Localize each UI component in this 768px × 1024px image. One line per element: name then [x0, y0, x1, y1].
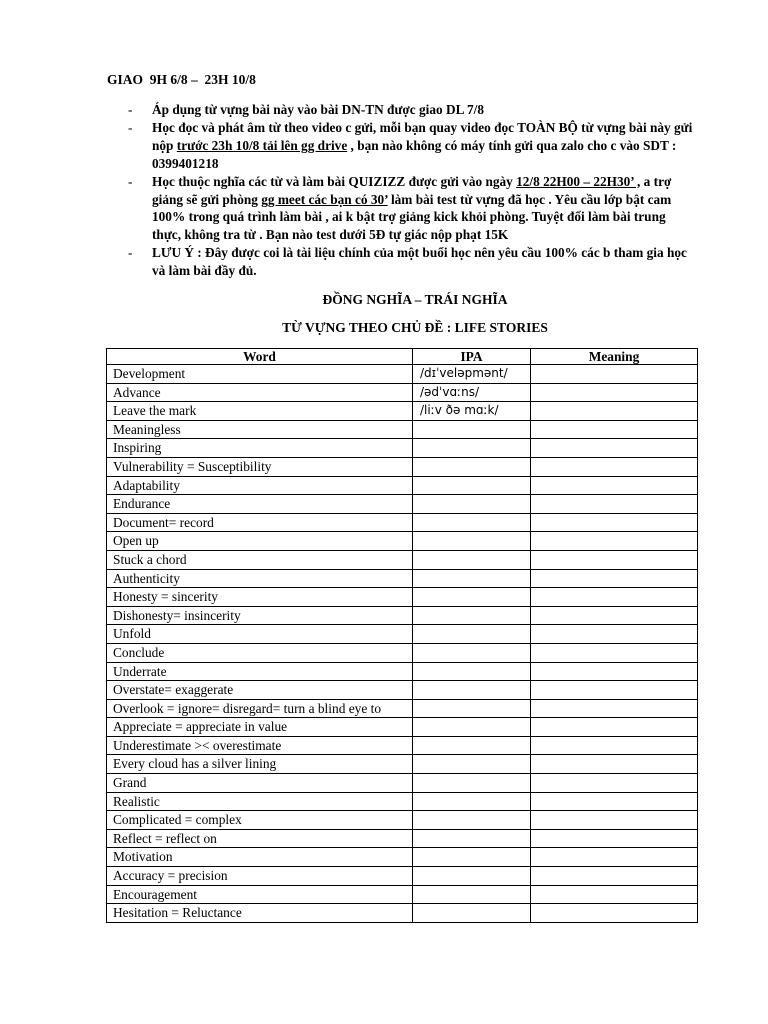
ipa-cell	[413, 699, 531, 718]
table-row	[107, 848, 698, 867]
ipa-cell	[413, 811, 531, 830]
ipa-cell	[413, 792, 531, 811]
ipa-cell	[413, 420, 531, 439]
meaning-cell	[531, 365, 698, 384]
word-cell: Reflect = reflect on	[107, 829, 413, 848]
instruction-text: làm bài test từ vựng đã học . Yêu cầu lớp bật cam 100% trong quá trình làm bài , ai k bật trợ giảng kick khỏi phòng. Tuyệt đối làm bài trung thực, không tra từ . Bạn nào test dưới 5Đ tự giác nộp phạt 15K	[152, 191, 672, 243]
column-header-ipa: IPA	[413, 349, 531, 365]
table-row	[107, 885, 698, 904]
word-cell: Leave the mark	[107, 402, 413, 421]
table-row	[107, 829, 698, 848]
table-row	[107, 365, 698, 384]
instruction-text: a trợ giảng sẽ gửi phòng	[152, 173, 672, 207]
word-cell: Underrate	[107, 662, 413, 681]
ipa-cell	[413, 569, 531, 588]
word-cell: Complicated = complex	[107, 811, 413, 830]
table-row	[107, 476, 698, 495]
ipa-cell: /ədˈvɑːns/	[413, 383, 531, 402]
ipa-cell	[413, 774, 531, 793]
table-row	[107, 569, 698, 588]
instruction-text: Học đọc và phát âm từ theo video c gửi, mỗi bạn quay video đọc TOÀN BỘ từ vựng bài này gửi nộp	[152, 119, 693, 153]
ipa-cell	[413, 662, 531, 681]
table-row	[107, 457, 698, 476]
table-row	[107, 736, 698, 755]
table-row	[107, 420, 698, 439]
meaning-cell	[531, 755, 698, 774]
meaning-cell	[531, 848, 698, 867]
ipa-cell	[413, 457, 531, 476]
word-cell: Unfold	[107, 625, 413, 644]
ipa-cell	[413, 718, 531, 737]
table-row	[107, 774, 698, 793]
ipa-cell	[413, 848, 531, 867]
word-cell: Stuck a chord	[107, 550, 413, 569]
word-cell: Adaptability	[107, 476, 413, 495]
instructions-list	[125, 101, 697, 280]
table-row	[107, 402, 698, 421]
table-row	[107, 699, 698, 718]
column-header-meaning: Meaning	[531, 349, 698, 365]
word-cell: Appreciate = appreciate in value	[107, 718, 413, 737]
meaning-cell	[531, 625, 698, 644]
meaning-cell	[531, 699, 698, 718]
meaning-cell	[531, 774, 698, 793]
table-row	[107, 681, 698, 700]
word-cell: Overlook = ignore= disregard= turn a blind eye to	[107, 699, 413, 718]
word-cell: Dishonesty= insincerity	[107, 606, 413, 625]
table-row	[107, 550, 698, 569]
instruction-item	[125, 244, 697, 280]
ipa-cell	[413, 625, 531, 644]
meaning-cell	[531, 736, 698, 755]
word-cell: Overstate= exaggerate	[107, 681, 413, 700]
ipa-cell	[413, 588, 531, 607]
table-row	[107, 606, 698, 625]
ipa-cell	[413, 867, 531, 886]
ipa-cell	[413, 643, 531, 662]
meaning-cell	[531, 569, 698, 588]
ipa-cell	[413, 439, 531, 458]
table-row	[107, 792, 698, 811]
table-row	[107, 532, 698, 551]
word-cell: Document= record	[107, 513, 413, 532]
ipa-cell	[413, 755, 531, 774]
ipa-cell	[413, 885, 531, 904]
table-row	[107, 439, 698, 458]
instruction-item	[125, 101, 697, 119]
meaning-cell	[531, 420, 698, 439]
underlined-text: trước 23h 10/8 tải lên gg drive	[176, 137, 348, 153]
instruction-text: Học thuộc nghĩa các từ và làm bài QUIZIZZ được gửi vào ngày	[152, 173, 517, 189]
table-row	[107, 755, 698, 774]
table-row	[107, 811, 698, 830]
table-row	[107, 718, 698, 737]
ipa-cell	[413, 532, 531, 551]
instruction-text: , bạn nào không có máy tính gửi qua zalo cho c vào SDT : 0399401218	[152, 137, 677, 171]
meaning-cell	[531, 439, 698, 458]
table-row	[107, 643, 698, 662]
underlined-text: 12/8 22H00 – 22H30’ ,	[516, 173, 641, 189]
word-cell: Motivation	[107, 848, 413, 867]
table-row	[107, 513, 698, 532]
meaning-cell	[531, 662, 698, 681]
word-cell: Grand	[107, 774, 413, 793]
table-row	[107, 867, 698, 886]
instruction-item	[125, 119, 697, 173]
meaning-cell	[531, 867, 698, 886]
vocabulary-table-body	[107, 365, 698, 923]
ipa-cell	[413, 904, 531, 923]
ipa-cell	[413, 550, 531, 569]
table-row	[107, 383, 698, 402]
ipa-cell	[413, 606, 531, 625]
ipa-cell	[413, 495, 531, 514]
meaning-cell	[531, 904, 698, 923]
meaning-cell	[531, 792, 698, 811]
column-header-word: Word	[107, 349, 413, 365]
word-cell: Every cloud has a silver lining	[107, 755, 413, 774]
word-cell: Meaningless	[107, 420, 413, 439]
word-cell: Vulnerability = Susceptibility	[107, 457, 413, 476]
meaning-cell	[531, 402, 698, 421]
meaning-cell	[531, 811, 698, 830]
word-cell: Open up	[107, 532, 413, 551]
word-cell: Realistic	[107, 792, 413, 811]
meaning-cell	[531, 457, 698, 476]
word-cell: Development	[107, 365, 413, 384]
word-cell: Authenticity	[107, 569, 413, 588]
ipa-cell	[413, 681, 531, 700]
vocabulary-table	[106, 348, 698, 923]
table-row	[107, 662, 698, 681]
instruction-text: Áp dụng từ vựng bài này vào bài DN-TN được giao DL 7/8	[152, 102, 485, 117]
meaning-cell	[531, 606, 698, 625]
meaning-cell	[531, 681, 698, 700]
instruction-text: LƯU Ý : Đây được coi là tài liệu chính của một buổi học nên yêu cầu 100% các b tham gia học và làm bài đầy đủ.	[152, 245, 687, 279]
section-title-topic: TỪ VỰNG THEO CHỦ ĐỀ : LIFE STORIES	[282, 320, 548, 335]
ipa-cell	[413, 736, 531, 755]
word-cell: Endurance	[107, 495, 413, 514]
word-cell: Inspiring	[107, 439, 413, 458]
word-cell: Honesty = sincerity	[107, 588, 413, 607]
meaning-cell	[531, 643, 698, 662]
meaning-cell	[531, 383, 698, 402]
ipa-cell: /liːv ðə mɑːk/	[413, 402, 531, 421]
table-row	[107, 588, 698, 607]
word-cell: Underestimate >< overestimate	[107, 736, 413, 755]
word-cell: Advance	[107, 383, 413, 402]
word-cell: Hesitation = Reluctance	[107, 904, 413, 923]
word-cell: Accuracy = precision	[107, 867, 413, 886]
table-row	[107, 495, 698, 514]
meaning-cell	[531, 513, 698, 532]
assignment-header: GIAO 9H 6/8 – 23H 10/8	[107, 72, 256, 87]
ipa-cell: /dɪˈveləpmənt/	[413, 365, 531, 384]
meaning-cell	[531, 588, 698, 607]
ipa-cell	[413, 476, 531, 495]
ipa-cell	[413, 829, 531, 848]
table-row	[107, 904, 698, 923]
word-cell: Conclude	[107, 643, 413, 662]
meaning-cell	[531, 550, 698, 569]
meaning-cell	[531, 829, 698, 848]
underlined-text: gg meet các bạn có 30’	[261, 191, 388, 207]
table-row	[107, 625, 698, 644]
meaning-cell	[531, 532, 698, 551]
meaning-cell	[531, 476, 698, 495]
ipa-cell	[413, 513, 531, 532]
instruction-item	[125, 173, 697, 245]
section-title-synonyms: ĐỒNG NGHĨA – TRÁI NGHĨA	[322, 292, 508, 307]
meaning-cell	[531, 718, 698, 737]
meaning-cell	[531, 495, 698, 514]
meaning-cell	[531, 885, 698, 904]
word-cell: Encouragement	[107, 885, 413, 904]
table-header-row	[107, 349, 698, 365]
